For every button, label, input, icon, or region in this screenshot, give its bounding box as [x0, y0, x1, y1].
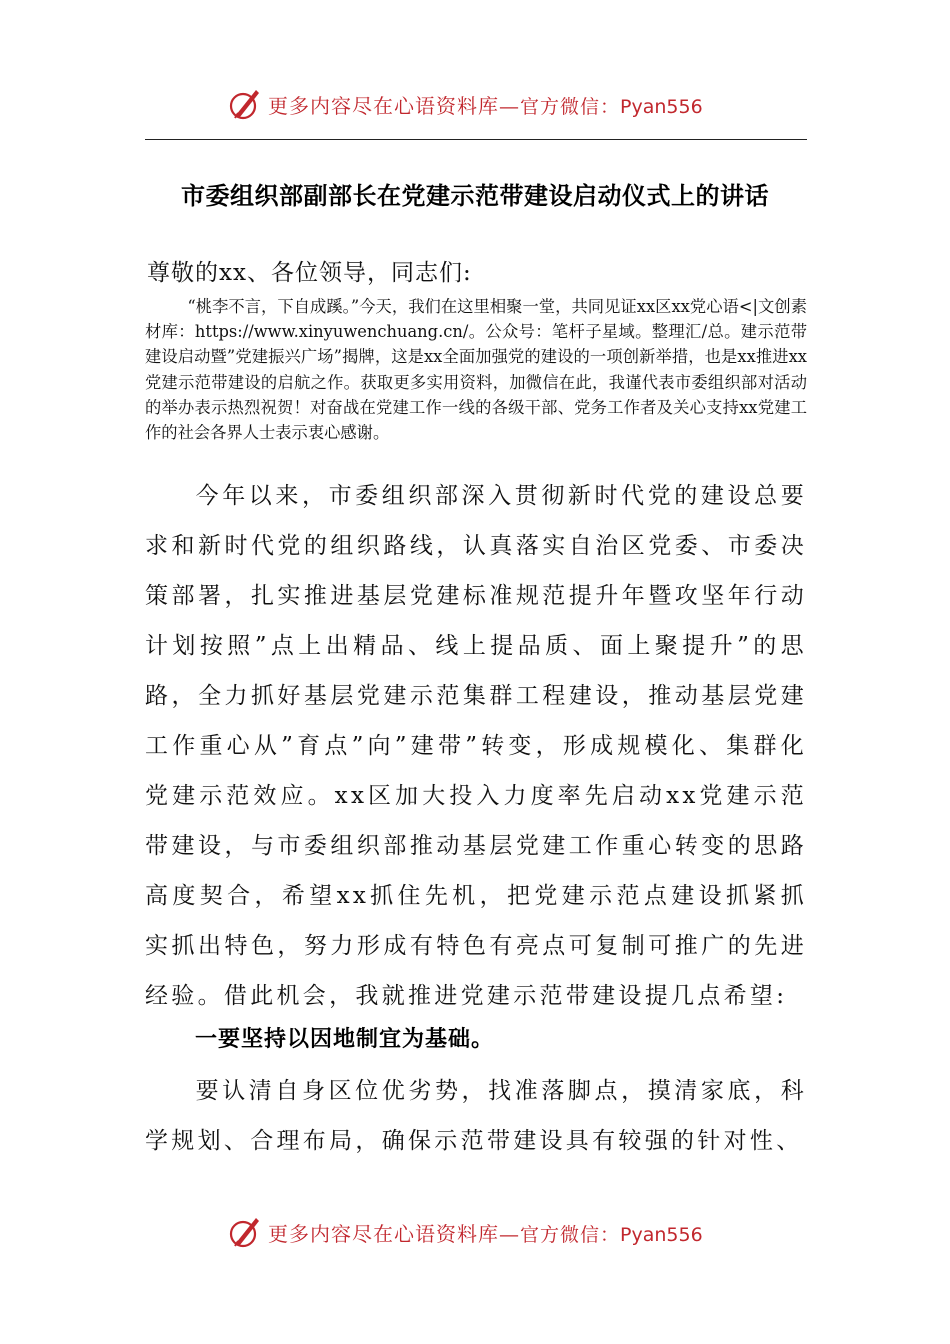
intro-paragraph: “桃李不言，下自成蹊。”今天，我们在这里相聚一堂，共同见证xx区xx党心语<|文创素材库：https://www.xinyuwenchuang.cn/。公众号：笔杆子星域。整理汇/总。建示范带建设启动暨”党建振兴广场”揭牌，这是xx全面加强党的建设的一项创新举措，也是xx推进xx党建示范带建设的启航之作。获取更多实用资料，加微信在此，我谨代表市委组织部对活动的举办表示热烈祝贺！对奋战在党建工作一线的各级干部、党务工作者及关心支持xx党建工作的社会各界人士表示衷心感谢。: [145, 297, 807, 443]
banner-text: [268, 90, 703, 119]
section-heading-1: 一要坚持以因地制宜为基础。: [195, 1027, 495, 1052]
banner-title: 更多内容尽在心语资料库: [268, 1222, 499, 1246]
document-title: 市委组织部副部长在党建示范带建设启动仪式上的讲话: [181, 181, 769, 210]
quill-logo-icon: [226, 84, 266, 124]
banner-title: 更多内容尽在心语资料库: [268, 94, 499, 118]
header-banner: [0, 82, 950, 126]
body-paragraph-1: 今年以来，市委组织部深入贯彻新时代党的建设总要求和新时代党的组织路线，认真落实自治区党委、市委决策部署，扎实推进基层党建标准规范提升年暨攻坚年行动计划按照”点上出精品、线上提品质、面上聚提升”的思路，全力抓好基层党建示范集群工程建设，推动基层党建工作重心从”育点”向”建带”转变，形成规模化、集群化党建示范效应。xx区加大投入力度率先启动xx党建示范带建设，与市委组织部推动基层党建工作重心转变的思路高度契合，希望xx抓住先机，把党建示范点建设抓紧抓实抓出特色，努力形成有特色有亮点可复制可推广的先进经验。借此机会，我就推进党建示范带建设提几点希望:: [145, 483, 807, 1009]
banner-label: 官方微信：: [520, 1224, 621, 1246]
banner-label: 官方微信：: [520, 96, 621, 118]
footer-banner: [0, 1210, 950, 1254]
quill-logo-icon: [226, 1212, 266, 1252]
banner-wechat-id: Pyan556: [620, 1224, 703, 1246]
banner-text: [268, 1218, 703, 1247]
salutation: 尊敬的xx、各位领导，同志们:: [147, 260, 472, 286]
banner-separator: —: [499, 94, 520, 118]
body-paragraph-2: 要认清自身区位优劣势，找准落脚点，摸清家底，科学规划、合理布局，确保示范带建设具有较强的针对性、: [145, 1078, 807, 1154]
banner-separator: —: [499, 1222, 520, 1246]
banner-wechat-id: Pyan556: [620, 96, 703, 118]
header-divider: [145, 139, 807, 140]
